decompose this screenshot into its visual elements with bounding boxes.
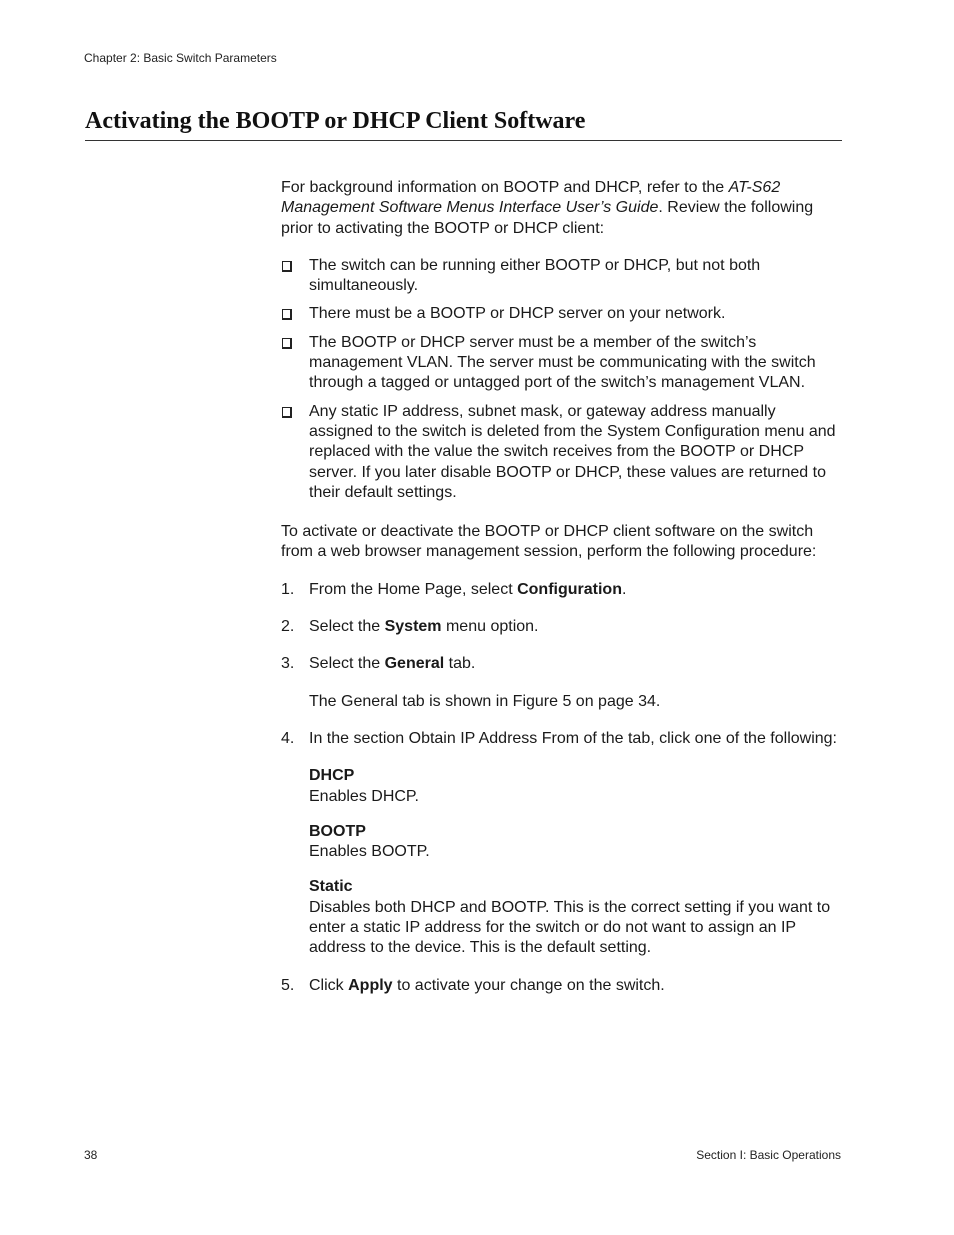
intro-text-end: . Review the following prior to activating the BOOTP or DHCP client: — [281, 199, 814, 237]
checkbox-bullet-icon — [282, 338, 292, 349]
bullet-item — [281, 333, 843, 394]
step-number: 3. — [281, 655, 295, 673]
step-item — [281, 617, 843, 637]
step-menu-term: Configuration — [517, 580, 622, 598]
step-text-end: menu option. — [441, 618, 539, 636]
page-number: 38 — [84, 1148, 98, 1162]
checkbox-bullet-icon — [282, 309, 292, 320]
option-label: Static — [309, 878, 353, 896]
procedure-intro: To activate or deactivate the BOOTP or DHCP client software on the switch from a web browser management session, perform the following procedure: — [281, 523, 817, 561]
option-description: Disables both DHCP and BOOTP. This is the correct setting if you want to enter a static IP address for the switch or do not want to assign an IP address to the device. This is the default setting. — [309, 898, 831, 957]
option-static — [309, 877, 843, 958]
running-footer-section: Section I: Basic Operations — [696, 1148, 841, 1162]
body-content — [281, 178, 843, 1013]
step-menu-term: System — [384, 618, 442, 636]
step-item — [281, 654, 843, 712]
step-item — [281, 729, 843, 959]
step-number: 4. — [281, 729, 295, 747]
bullet-text: The BOOTP or DHCP server must be a member of the switch’s management VLAN. The server must be communicating with the switch through a tagged or untagged port of the switch’s management VLAN. — [309, 333, 816, 392]
running-header: Chapter 2: Basic Switch Parameters — [84, 51, 277, 65]
step-text: From the Home Page, select — [309, 580, 518, 598]
step-text: Select the — [309, 618, 385, 636]
bullet-text: Any static IP address, subnet mask, or gateway address manually assigned to the switch is deleted from the System Configuration menu and replaced with the value the switch receives from the BOOTP or DHCP server. If you later disable BOOTP or DHCP, these values are returned to their default settings. — [309, 402, 836, 501]
step-number: 1. — [281, 580, 295, 598]
option-description: Enables BOOTP. — [309, 843, 430, 861]
bullet-item — [281, 304, 843, 324]
step-menu-term: General — [384, 655, 445, 673]
step-text-end: . — [621, 580, 627, 598]
bullet-item — [281, 402, 843, 503]
step-text-end: tab. — [444, 655, 476, 673]
step-number: 5. — [281, 976, 295, 994]
step-text: Select the — [309, 655, 385, 673]
bullet-text: There must be a BOOTP or DHCP server on your network. — [309, 305, 726, 323]
checkbox-bullet-icon — [282, 261, 292, 272]
step-item — [281, 580, 843, 600]
bullet-item — [281, 256, 843, 297]
step-menu-term: Apply — [348, 976, 393, 994]
intro-text: For background information on BOOTP and DHCP, refer to the — [281, 179, 729, 196]
prerequisite-list — [281, 256, 843, 503]
section-title: Activating the BOOTP or DHCP Client Software — [85, 106, 842, 141]
option-label: BOOTP — [309, 822, 366, 840]
option-label: DHCP — [309, 767, 355, 785]
step-text: In the section Obtain IP Address From of the tab, click one of the following: — [309, 729, 837, 747]
guide-title: AT-S62 Management Software Menus Interface User’s Guide — [281, 179, 781, 217]
procedure-steps — [281, 580, 843, 996]
step-number: 2. — [281, 618, 295, 636]
option-dhcp — [309, 766, 843, 807]
step-text-end: to activate your change on the switch. — [392, 976, 665, 994]
step-text: Click — [309, 976, 349, 994]
step-note: The General tab is shown in Figure 5 on page 34. — [309, 692, 661, 710]
intro-paragraph — [281, 178, 843, 239]
bullet-text: The switch can be running either BOOTP or DHCP, but not both simultaneously. — [309, 256, 761, 295]
option-description: Enables DHCP. — [309, 787, 419, 805]
step-item — [281, 976, 843, 996]
option-bootp — [309, 822, 843, 863]
checkbox-bullet-icon — [282, 407, 292, 418]
